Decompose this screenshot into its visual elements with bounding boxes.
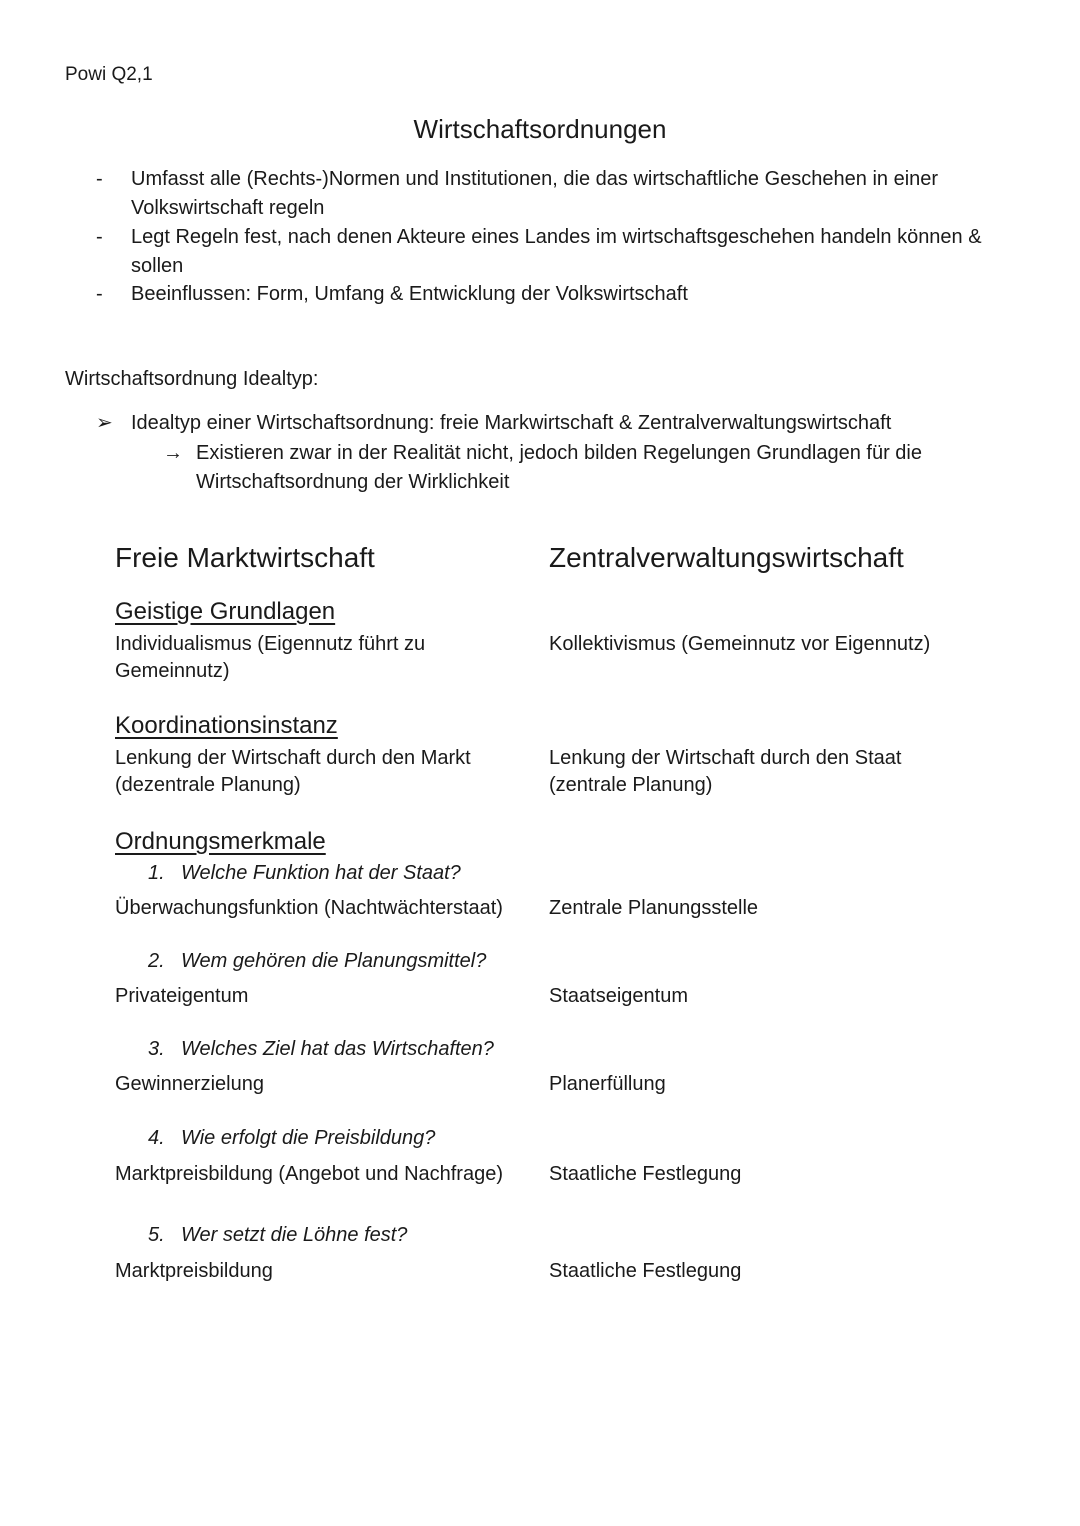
bullet-dash: - <box>96 283 103 305</box>
question-text: Welches Ziel hat das Wirtschaften? <box>181 1038 494 1060</box>
cell-market: Individualismus (Eigennutz führt zu <box>115 633 426 655</box>
arrowhead-bullet-icon: ➢ <box>96 412 113 434</box>
right-arrow-icon: → <box>163 442 183 464</box>
answer-market: Marktpreisbildung (Angebot und Nachfrage) <box>115 1163 503 1185</box>
page-title: Wirtschaftsordnungen <box>413 114 667 144</box>
column-heading-central: Zentralverwaltungswirtschaft <box>549 542 904 573</box>
question-text: Wie erfolgt die Preisbildung? <box>181 1127 436 1149</box>
cell-central: Kollektivismus (Gemeinnutz vor Eigennutz) <box>549 633 931 655</box>
question-number: 4. <box>148 1127 165 1149</box>
question-text: Wer setzt die Löhne fest? <box>181 1224 408 1246</box>
answer-market: Privateigentum <box>115 985 249 1007</box>
answer-market: Gewinnerzielung <box>115 1073 264 1095</box>
idealtyp-point: Idealtyp einer Wirtschaftsordnung: freie Markwirtschaft & Zentralverwaltungswirtschaft <box>131 412 892 434</box>
cell-central-continued: (zentrale Planung) <box>549 774 713 796</box>
question-number: 5. <box>148 1224 165 1246</box>
answer-central: Zentrale Planungsstelle <box>549 897 759 919</box>
cell-market-continued: Gemeinnutz) <box>115 660 230 682</box>
question-number: 1. <box>148 862 165 884</box>
cell-market: Lenkung der Wirtschaft durch den Markt <box>115 747 471 769</box>
answer-central: Staatseigentum <box>549 985 688 1007</box>
cell-central: Lenkung der Wirtschaft durch den Staat <box>549 747 902 769</box>
section-heading: Koordinationsinstanz <box>115 712 338 739</box>
document-header: Powi Q2,1 <box>65 64 153 85</box>
bullet-dash: - <box>96 168 103 190</box>
idealtyp-subpoint: Existieren zwar in der Realität nicht, jedoch bilden Regelungen Grundlagen für die <box>196 442 922 464</box>
bullet-text: Legt Regeln fest, nach denen Akteure eines Landes im wirtschaftsgeschehen handeln können & <box>131 226 982 248</box>
question-number: 3. <box>148 1038 165 1060</box>
answer-central: Planerfüllung <box>549 1073 666 1095</box>
question-text: Wem gehören die Planungsmittel? <box>181 950 487 972</box>
question-number: 2. <box>148 950 165 972</box>
bullet-text-continued: Volkswirtschaft regeln <box>131 197 325 219</box>
answer-market: Marktpreisbildung <box>115 1260 273 1282</box>
answer-central: Staatliche Festlegung <box>549 1163 742 1185</box>
idealtyp-subpoint-continued: Wirtschaftsordnung der Wirklichkeit <box>196 471 510 493</box>
question-text: Welche Funktion hat der Staat? <box>181 862 461 884</box>
idealtyp-label: Wirtschaftsordnung Idealtyp: <box>65 368 319 390</box>
bullet-text: Umfasst alle (Rechts-)Normen und Institutionen, die das wirtschaftliche Geschehen in einer <box>131 168 939 190</box>
bullet-text-continued: sollen <box>131 255 184 277</box>
answer-central: Staatliche Festlegung <box>549 1260 742 1282</box>
bullet-text: Beeinflussen: Form, Umfang & Entwicklung der Volkswirtschaft <box>131 283 688 305</box>
column-heading-market: Freie Marktwirtschaft <box>115 542 375 573</box>
answer-market: Überwachungsfunktion (Nachtwächterstaat) <box>115 897 503 919</box>
section-heading: Ordnungsmerkmale <box>115 828 326 855</box>
section-heading: Geistige Grundlagen <box>115 598 336 625</box>
bullet-dash: - <box>96 226 103 248</box>
cell-market-continued: (dezentrale Planung) <box>115 774 301 796</box>
